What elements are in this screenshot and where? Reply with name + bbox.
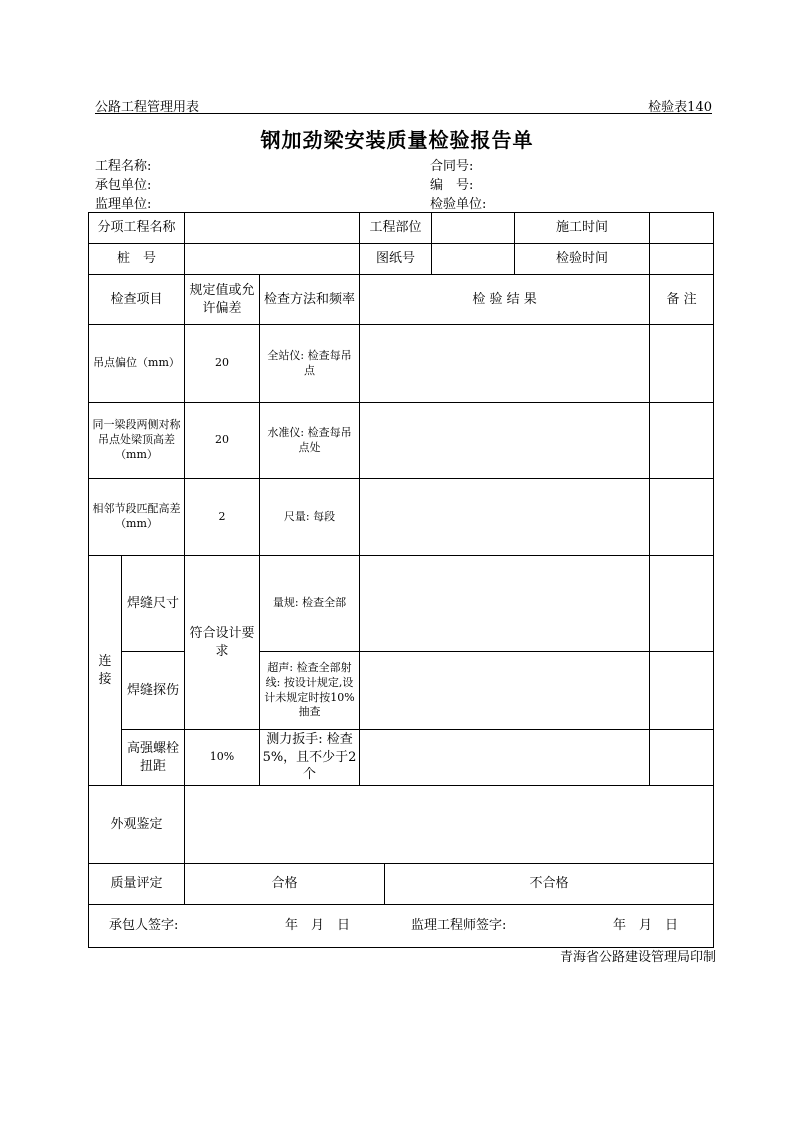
connection-group: 连接: [89, 556, 122, 786]
item-remark[interactable]: [650, 403, 714, 479]
quality-pass[interactable]: 合格: [185, 864, 385, 905]
table-row: [89, 556, 714, 652]
weld-test-remark[interactable]: [650, 652, 714, 730]
table-row: [89, 730, 714, 786]
meta-contract-no: 合同号:: [430, 159, 474, 174]
pile-value[interactable]: [185, 244, 360, 275]
item-result[interactable]: [360, 403, 650, 479]
engineer-sign-date[interactable]: 年 月 日: [613, 918, 679, 933]
item-tolerance: 2: [185, 479, 260, 556]
engineer-sign-label: 监理工程师签字:: [411, 918, 507, 933]
item-method: 水准仪: 检查每吊点处: [260, 403, 360, 479]
weld-size-label: 焊缝尺寸: [122, 556, 185, 652]
item-method: 尺量: 每段: [260, 479, 360, 556]
bolt-result[interactable]: [360, 730, 650, 786]
item-tolerance: 20: [185, 403, 260, 479]
design-requirement: 符合设计要求: [185, 556, 260, 730]
header-left: 公路工程管理用表: [95, 100, 200, 115]
sub-project-value[interactable]: [185, 213, 360, 244]
meta-serial-no: 编 号:: [430, 178, 474, 193]
time-value[interactable]: [650, 213, 714, 244]
header-right: 检验表140: [648, 100, 712, 115]
col-result: 检 验 结 果: [360, 275, 650, 325]
meta-supervisor: 监理单位:: [95, 197, 152, 212]
bolt-tolerance: 10%: [185, 730, 260, 786]
item-name: 同一梁段两侧对称吊点处梁顶高差（mm）: [89, 403, 185, 479]
meta-project-name: 工程名称:: [95, 159, 152, 174]
appearance-value[interactable]: [185, 786, 714, 864]
item-result[interactable]: [360, 325, 650, 403]
col-item: 检查项目: [89, 275, 185, 325]
table-row: [89, 786, 714, 864]
sub-project-label: 分项工程名称: [89, 213, 185, 244]
check-time-value[interactable]: [650, 244, 714, 275]
item-result[interactable]: [360, 479, 650, 556]
weld-size-method: 量规: 检查全部: [260, 556, 360, 652]
weld-size-result[interactable]: [360, 556, 650, 652]
weld-test-method: 超声: 检查全部射线: 按设计规定,设计未规定时按10%抽查: [260, 652, 360, 730]
table-header-row: [89, 275, 714, 325]
drawing-value[interactable]: [432, 244, 515, 275]
table-row: [89, 325, 714, 403]
header-rule: [95, 113, 712, 114]
table-row: [89, 244, 714, 275]
weld-size-remark[interactable]: [650, 556, 714, 652]
item-method: 全站仪: 检查每吊点: [260, 325, 360, 403]
page-title: 钢加劲梁安装质量检验报告单: [260, 128, 534, 152]
table-row: [89, 864, 714, 905]
contractor-sign-label: 承包人签字:: [109, 918, 179, 933]
weld-test-result[interactable]: [360, 652, 650, 730]
check-time-label: 检验时间: [515, 244, 650, 275]
col-method: 检查方法和频率: [260, 275, 360, 325]
item-remark[interactable]: [650, 325, 714, 403]
bolt-method: 测力扳手: 检查5%，且不少于2个: [260, 730, 360, 786]
signature-row: [89, 905, 714, 948]
col-tolerance: 规定值或允许偏差: [185, 275, 260, 325]
item-name: 吊点偏位（mm）: [89, 325, 185, 403]
table-row: [89, 479, 714, 556]
quality-fail[interactable]: 不合格: [385, 864, 714, 905]
meta-contractor: 承包单位:: [95, 178, 152, 193]
appearance-label: 外观鉴定: [89, 786, 185, 864]
table-row: [89, 213, 714, 244]
section-value[interactable]: [432, 213, 515, 244]
item-remark[interactable]: [650, 479, 714, 556]
table-row: [89, 652, 714, 730]
drawing-label: 图纸号: [360, 244, 432, 275]
bolt-remark[interactable]: [650, 730, 714, 786]
footer-publisher: 青海省公路建设管理局印制: [559, 950, 716, 965]
weld-test-label: 焊缝探伤: [122, 652, 185, 730]
table-row: [89, 403, 714, 479]
contractor-sign-date[interactable]: 年 月 日: [285, 918, 351, 933]
meta-inspection-unit: 检验单位:: [430, 197, 487, 212]
quality-label: 质量评定: [89, 864, 185, 905]
item-name: 相邻节段匹配高差（mm）: [89, 479, 185, 556]
inspection-table: [88, 212, 714, 948]
pile-label: 桩 号: [89, 244, 185, 275]
col-remark: 备 注: [650, 275, 714, 325]
bolt-label: 高强螺栓扭距: [122, 730, 185, 786]
section-label: 工程部位: [360, 213, 432, 244]
signature-cell: [89, 905, 714, 948]
item-tolerance: 20: [185, 325, 260, 403]
time-label: 施工时间: [515, 213, 650, 244]
